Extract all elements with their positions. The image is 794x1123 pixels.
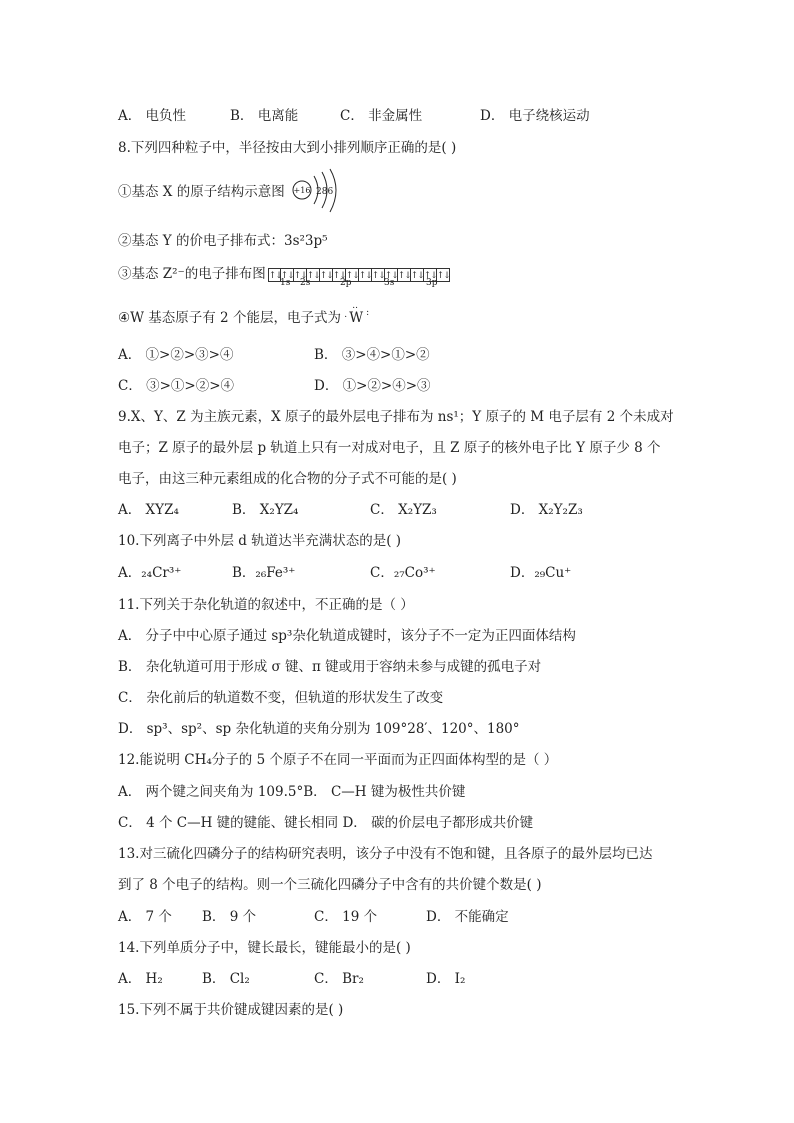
q11-stem: 11.下列关于杂化轨道的叙述中，不正确的是（ ） — [118, 597, 414, 613]
orbital-label: 3p — [426, 278, 438, 288]
q14-option-d: D． I₂ — [426, 971, 466, 987]
orbital-box: ↑↓ — [437, 268, 450, 282]
orbital-label: 3s — [384, 278, 395, 288]
orbital-label: 2s — [300, 278, 311, 288]
orbital-box: ↑↓ — [411, 268, 424, 282]
q9-option-d: D． X₂Y₂Z₃ — [510, 502, 583, 518]
q7-option-d: D． 电子绕核运动 — [480, 108, 590, 124]
shell-electrons: 286 — [316, 187, 334, 197]
orbital-box: ↑↓ — [268, 268, 281, 282]
orbital-box: ↑↓ — [385, 268, 398, 282]
atomic-structure-diagram — [288, 168, 360, 214]
q7-option-a: A． 电负性 — [118, 108, 187, 124]
q14-option-a: A． H₂ — [118, 971, 163, 987]
nucleus-charge: +16 — [293, 186, 311, 195]
q11-option-b: B． 杂化轨道可用于形成 σ 键、π 键或用于容纳未参与成键的孤电子对 — [118, 659, 542, 675]
q10-stem: 10.下列离子中外层 d 轨道达半充满状态的是( ) — [118, 533, 402, 549]
q14-option-b: B． Cl₂ — [202, 971, 250, 987]
q13-option-c: C． 19 个 — [314, 909, 378, 925]
q9-option-b: B． X₂YZ₄ — [232, 502, 299, 518]
q14-stem: 14.下列单质分子中，键长最长，键能最小的是( ) — [118, 940, 411, 956]
q10-option-d: D．₂₉Cu⁺ — [510, 565, 572, 581]
q9-line-1: 9.X、Y、Z 为主族元素，X 原子的最外层电子排布为 ns¹；Y 原子的 M 电子层有 2 个未成对 — [118, 409, 674, 425]
q8-option-c: C． ③>①>②>④ — [118, 378, 235, 394]
q8-item-2: ②基态 Y 的价电子排布式：3s²3p⁵ — [118, 233, 328, 249]
q9-option-a: A． XYZ₄ — [118, 502, 179, 518]
q8-item-4-text: ④W 基态原子有 2 个能层，电子式为 — [118, 310, 341, 326]
orbital-box: ↑↓ — [359, 268, 372, 282]
electron-dot-formula: .. . W : — [344, 301, 370, 326]
q9-line-2: 电子；Z 原子的最外层 p 轨道上只有一对成对电子，且 Z 原子的核外电子比 Y 原子少 8 个 — [118, 440, 661, 456]
electron-dot-symbol: W — [349, 310, 364, 326]
orbital-box: ↑↓ — [424, 268, 437, 282]
q9-line-3: 电子，由这三种元素组成的化合物的分子式不可能的是( ) — [118, 471, 457, 487]
q13-line-2: 到了 8 个电子的结构。则一个三硫化四磷分子中含有的共价键个数是( ) — [118, 877, 542, 893]
q10-option-b: B．₂₆Fe³⁺ — [232, 565, 296, 581]
q13-option-a: A． 7 个 — [118, 909, 172, 925]
q8-item-1-text: ①基态 X 的原子结构示意图 — [118, 184, 285, 200]
q11-option-c: C． 杂化前后的轨道数不变，但轨道的形状发生了改变 — [118, 690, 444, 706]
q8-option-b: B． ③>④>①>② — [314, 347, 430, 363]
q12-options-cd: C． 4 个 C—H 键的键能、键长相同 D． 碳的价层电子都形成共价键 — [118, 815, 534, 831]
q12-stem: 12.能说明 CH₄分子的 5 个原子不在同一平面而为正四面体构型的是（ ） — [118, 752, 558, 768]
orbital-box: ↑↓ — [372, 268, 385, 282]
orbital-box: ↑↓ — [281, 268, 294, 282]
orbital-box: ↑↓ — [398, 268, 411, 282]
q7-option-b: B． 电离能 — [230, 108, 299, 124]
orbital-box: ↑↓ — [307, 268, 320, 282]
q13-line-1: 13.对三硫化四磷分子的结构研究表明，该分子中没有不饱和键，且各原子的最外层均已达 — [118, 846, 653, 862]
q14-option-c: C． Br₂ — [314, 971, 364, 987]
q9-option-c: C． X₂YZ₃ — [370, 502, 437, 518]
orbital-label: 1s — [280, 278, 291, 288]
q11-option-d: D． sp³、sp²、sp 杂化轨道的夹角分别为 109°28′、120°、180° — [118, 721, 520, 737]
q10-option-a: A．₂₄Cr³⁺ — [118, 565, 182, 581]
orbital-box: ↑↓ — [294, 268, 307, 282]
q8-item-3-text: ③基态 Z²⁻的电子排布图 — [118, 266, 266, 282]
q8-item-4 — [118, 301, 370, 326]
orbital-label: 2p — [340, 278, 352, 288]
orbital-box: ↑↓ — [320, 268, 333, 282]
q15-stem: 15.下列不属于共价键成键因素的是( ) — [118, 1002, 344, 1018]
q8-option-a: A． ①>②>③>④ — [118, 347, 234, 363]
q13-option-b: B． 9 个 — [202, 909, 257, 925]
q8-item-1 — [118, 180, 285, 200]
q10-option-c: C．₂₇Co³⁺ — [370, 565, 436, 581]
q7-option-c: C． 非金属性 — [340, 108, 423, 124]
q8-option-d: D． ①>②>④>③ — [314, 378, 431, 394]
q11-option-a: A． 分子中中心原子通过 sp³杂化轨道成键时，该分子不一定为正四面体结构 — [118, 628, 576, 644]
q8-stem: 8.下列四种粒子中，半径按由大到小排列顺序正确的是( ) — [118, 140, 457, 156]
orbital-diagram — [268, 268, 450, 282]
q12-options-ab: A． 两个键之间夹角为 109.5°B． C—H 键为极性共价键 — [118, 784, 466, 800]
q13-option-d: D． 不能确定 — [426, 909, 509, 925]
orbital-box: ↑↓ — [333, 268, 346, 282]
orbital-box: ↑↓ — [346, 268, 359, 282]
